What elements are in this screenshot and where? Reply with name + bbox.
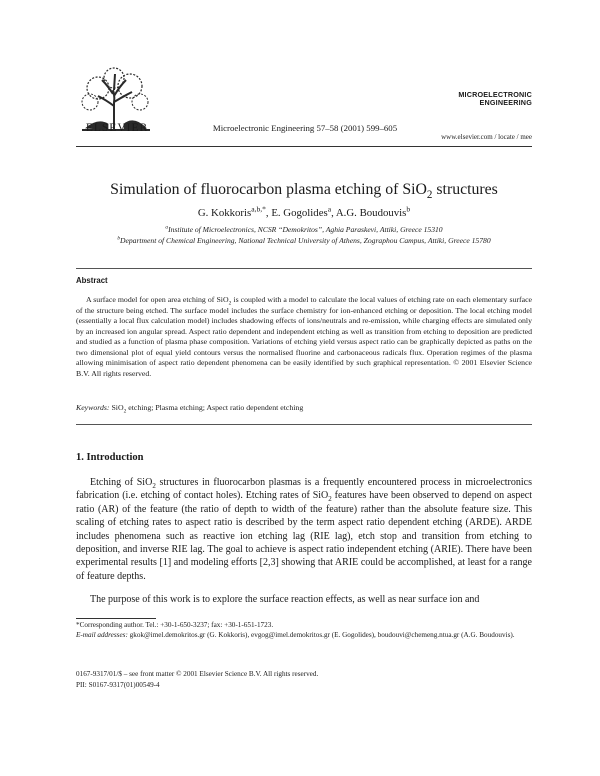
paragraph-subscript: 2 [152,482,156,490]
footnote-rule [76,618,156,619]
paragraph [76,476,532,583]
paragraph-text: structures in fluorocarbon plasmas is a frequently encountered process in microelectronics fabrication (i.e. etching of contact holes). Etching rates of SiO [76,477,532,502]
abstract-heading: Abstract [76,276,108,285]
abstract-bottom-rule [76,424,532,425]
publisher-name: ELSEVIER [85,122,149,134]
section-heading: 1. Introduction [76,452,144,463]
author-list: G. Kokkoris$^{a,b,*}$, E. Gogolides$^a$, A.G. Boudouvis$^b$ [197,204,411,219]
journal-url[interactable]: www.elsevier.com / locate / mee [441,133,532,141]
abstract-text: A surface model for open area etching of SiO [86,295,229,304]
title-text-end: structures [432,181,498,198]
affiliation-text: Department of Chemical Engineering, National Technical University of Athens, Zographou Campus, Attiki, Greece 15780 [120,236,491,245]
journal-logo-line2: ENGINEERING [479,97,532,107]
author-affil-mark: a [327,204,332,214]
keywords-text-cont: etching; Plasma etching; Aspect ratio dependent etching [126,403,304,412]
email-addresses[interactable]: gkok@imel.demokritos.gr (G. Kokkoris), evgog@imel.demokritos.gr (E. Gogolides), boudouvi@chemeng.ntua.gr (A.G. Boudouvis). [127,631,515,639]
paragraph-subscript: 2 [328,495,332,504]
paragraph-text: Etching of SiO [90,477,153,488]
footnote-corresponding: *Corresponding author. Tel.: +30-1-650-3237; fax: +30-1-651-1723. [76,621,274,629]
author-name: E. Gogolides [271,207,328,219]
keywords-text: SiO [109,403,124,412]
journal-logo [436,91,532,106]
footnote-emails [76,630,532,640]
author-name: G. Kokkoris [197,207,252,219]
title-subscript: 2 [426,189,433,202]
pii-line: PII: S0167-9317(01)00549-4 [76,681,160,689]
author-name: A.G. Boudouvis [335,207,407,219]
article-title [76,181,532,202]
affiliation [100,225,508,235]
keywords-label: Keywords: [76,403,110,412]
affiliation [100,236,508,246]
paragraph-text: features have been observed to depend on aspect ratio (AR) of the feature (the ratio of depth to width of the feature) rather than the absolute feature size. This scaling of etching rates to aspect ratio is described by the term aspect ratio dependent etching (ARDE). ARDE includes phenomena such as reactive ion etching lag (RIE lag), etch stop and transition from etching to deposition, and inverse RIE lag. The goal to achieve is aspect ratio independent etching (ARIE). There have been experimental results [1] and modeling efforts [2,3] showing that ARIE could be accomplished, at least for a range of feature depths. [76,490,533,582]
keywords-subscript: 2 [123,408,127,415]
title-text: Simulation of fluorocarbon plasma etching of SiO [110,181,427,198]
abstract-top-rule [76,268,532,269]
author-affil-mark: b [406,204,411,214]
author-affil-mark: a,b,* [251,204,266,214]
header-rule [76,146,532,147]
abstract-subscript: 2 [228,300,232,307]
journal-logo-line1: MICROELECTRONIC [458,90,532,99]
email-label: E-mail addresses: [76,631,128,639]
abstract-text-cont: is coupled with a model to calculate the local values of etching rate on each elementary surface of the structure being etched. The surface model includes the surface chemistry for ion-enhanced etching or deposition. The local etching model (essentially a local flux calculation model) includes shadowing effects of ions/neutrals and re-emission, while charging effects are simulated only by an increased ion angular spread. Aspect ratio dependent and independent etching as well as transition from etching to deposition are predicted and studied as a function of plasma phase composition. Variations of etching yield versus aspect ratio can be graphically depicted as paths on the two dimensional plot of equal yield contours versus the normalised fluorine and carbonaceous radicals flux. Operation regimes of the plasma allowing minimisation of aspect ratio dependent phenomena can be easily identified by such graphical representation. © 2001 Elsevier Science B.V. All rights reserved. [76,295,532,378]
journal-citation: Microelectronic Engineering 57–58 (2001) 599–605 [212,123,398,133]
affiliation-mark: a [165,224,169,231]
paragraph: The purpose of this work is to explore the surface reaction effects, as well as near surface ion and [90,594,480,605]
affiliation-mark: b [117,235,121,242]
keywords [76,403,532,415]
affiliation-text: Institute of Microelectronics, NCSR “Demokritos”, Aghia Paraskevi, Attiki, Greece 15310 [168,225,443,234]
abstract-body [76,295,532,379]
copyright-line: 0167-9317/01/$ – see front matter © 2001 Elsevier Science B.V. All rights reserved. [76,670,319,678]
